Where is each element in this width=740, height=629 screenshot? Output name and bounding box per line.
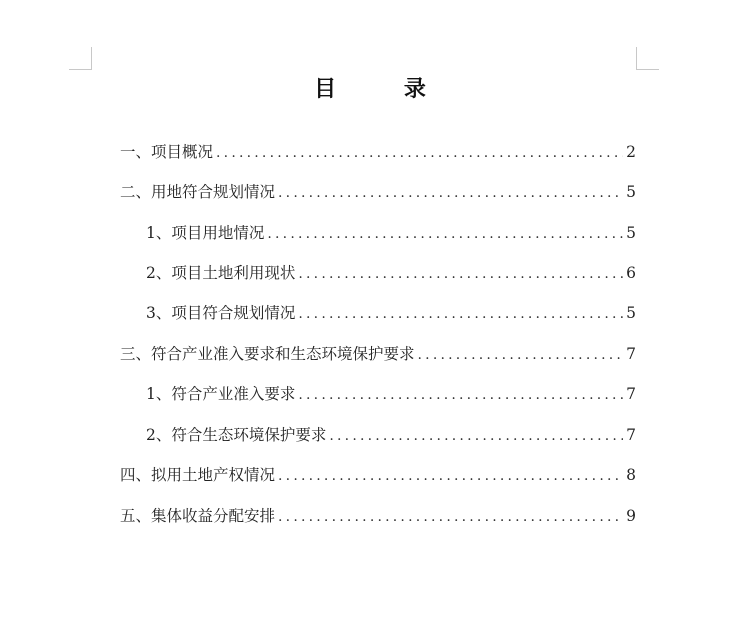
toc-leader-dots [418, 343, 623, 367]
toc-entry-page: 7 [626, 345, 636, 363]
toc-entry[interactable] [146, 301, 636, 325]
toc-entry-page: 5 [626, 304, 636, 322]
toc-entry-page: 6 [626, 264, 636, 282]
toc-entry-text: 四、拟用土地产权情况 [120, 466, 276, 484]
toc-leader-dots [298, 302, 623, 326]
toc-entry-text: 一、项目概况 [120, 143, 214, 161]
toc-leader-dots [278, 181, 623, 205]
toc-entry[interactable] [146, 423, 636, 447]
toc-leader-dots [278, 505, 623, 529]
toc-leader-dots [298, 383, 623, 407]
toc-entry[interactable] [120, 180, 636, 204]
toc-entry-text: 1、项目用地情况 [146, 224, 265, 242]
toc-entry-page: 2 [626, 143, 636, 161]
toc-entry-page: 9 [626, 507, 636, 525]
toc-title: 目 录 [314, 76, 456, 102]
toc-entry-text: 3、项目符合规划情况 [146, 304, 296, 322]
toc-entry-text: 1、符合产业准入要求 [146, 385, 296, 403]
toc-entry[interactable] [120, 463, 636, 487]
top-left-crop-mark [69, 47, 92, 70]
toc-entry-text: 二、用地符合规划情况 [120, 183, 276, 201]
toc-leader-dots [329, 424, 623, 448]
toc-leader-dots [216, 141, 623, 165]
toc-entry-text: 五、集体收益分配安排 [120, 507, 276, 525]
toc-leader-dots [278, 464, 623, 488]
toc-entry[interactable] [120, 342, 636, 366]
toc-entry[interactable] [146, 221, 636, 245]
toc-leader-dots [267, 222, 623, 246]
toc-entry-page: 5 [626, 224, 636, 242]
top-right-crop-mark [636, 47, 659, 70]
toc-entry[interactable] [146, 382, 636, 406]
toc-entry-text: 2、符合生态环境保护要求 [146, 426, 327, 444]
toc-leader-dots [298, 262, 623, 286]
toc-entry-page: 7 [626, 385, 636, 403]
toc-entry[interactable] [120, 504, 636, 528]
toc-entry-page: 5 [626, 183, 636, 201]
toc-entry[interactable] [146, 261, 636, 285]
toc-entry[interactable] [120, 140, 636, 164]
toc-entry-text: 三、符合产业准入要求和生态环境保护要求 [120, 345, 415, 363]
toc-entry-text: 2、项目土地利用现状 [146, 264, 296, 282]
toc-entry-page: 7 [626, 426, 636, 444]
toc-entry-page: 8 [626, 466, 636, 484]
